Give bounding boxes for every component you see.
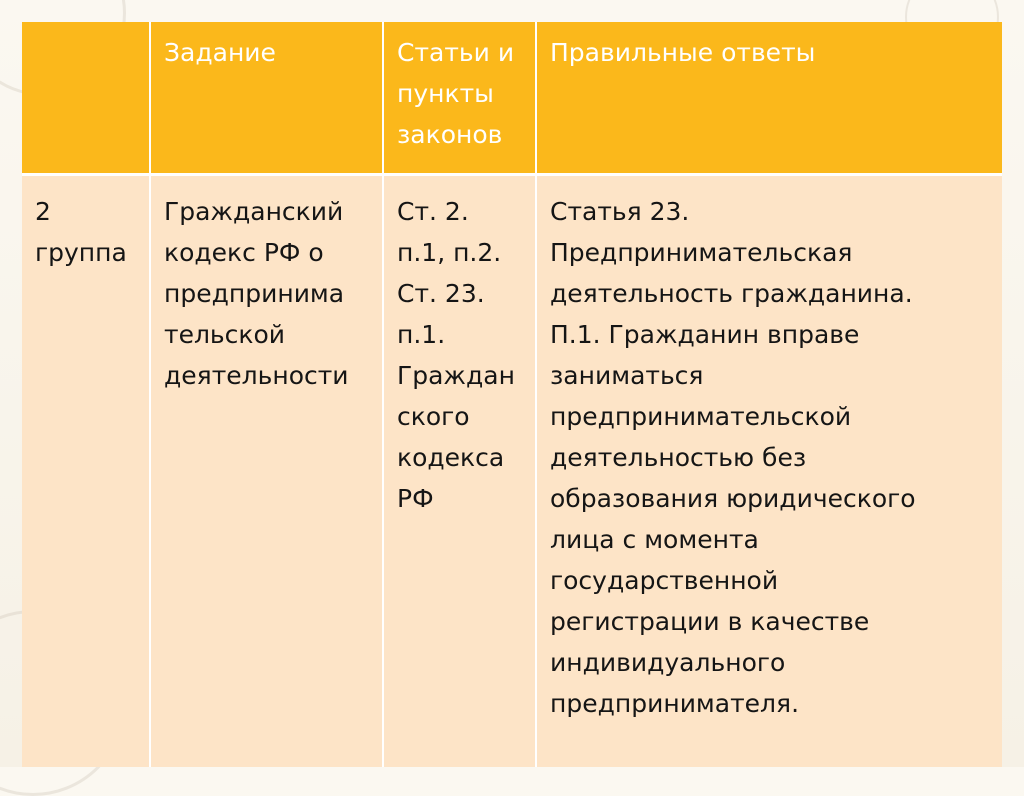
articles-line: Ст. 23. bbox=[397, 278, 485, 308]
group-cell bbox=[22, 174, 150, 767]
task-cell bbox=[150, 174, 383, 767]
header-cell-articles: Статьи и пункты законов bbox=[383, 22, 536, 174]
answer-line: регистрации в качестве bbox=[550, 606, 870, 636]
answer-line: Предпринимательская bbox=[550, 237, 853, 267]
answer-line: Статья 23. bbox=[550, 196, 690, 226]
answer-line: предпринимательской bbox=[550, 401, 852, 431]
answer-line: государственной bbox=[550, 565, 779, 595]
group-label: группа bbox=[35, 237, 127, 267]
articles-line: Граждан bbox=[397, 360, 515, 390]
articles-line: кодекса bbox=[397, 442, 505, 472]
answer-line: П.1. Гражданин вправе bbox=[550, 319, 860, 349]
answers-table bbox=[22, 22, 1002, 767]
answer-line: образования юридического bbox=[550, 483, 916, 513]
header-cell-empty bbox=[22, 22, 150, 174]
task-line: Гражданский bbox=[164, 196, 344, 226]
task-line: тельской bbox=[164, 319, 286, 349]
articles-line: РФ bbox=[397, 483, 434, 513]
articles-cell bbox=[383, 174, 536, 767]
articles-line: п.1, п.2. bbox=[397, 237, 502, 267]
group-number: 2 bbox=[35, 196, 51, 226]
answer-line: деятельность гражданина. bbox=[550, 278, 913, 308]
table-header-row bbox=[22, 22, 1002, 174]
answer-line: предпринимателя. bbox=[550, 688, 800, 718]
answer-line: индивидуального bbox=[550, 647, 786, 677]
task-line: кодекс РФ о bbox=[164, 237, 324, 267]
answer-line: лица с момента bbox=[550, 524, 759, 554]
header-cell-task: Задание bbox=[150, 22, 383, 174]
articles-line: п.1. bbox=[397, 319, 446, 349]
answer-line: деятельностью без bbox=[550, 442, 807, 472]
answers-cell bbox=[536, 174, 1002, 767]
task-line: предпринима bbox=[164, 278, 345, 308]
table-row bbox=[22, 174, 1002, 767]
header-cell-answers: Правильные ответы bbox=[536, 22, 1002, 174]
articles-line: ского bbox=[397, 401, 470, 431]
answer-line: заниматься bbox=[550, 360, 704, 390]
task-line: деятельности bbox=[164, 360, 349, 390]
articles-line: Ст. 2. bbox=[397, 196, 469, 226]
